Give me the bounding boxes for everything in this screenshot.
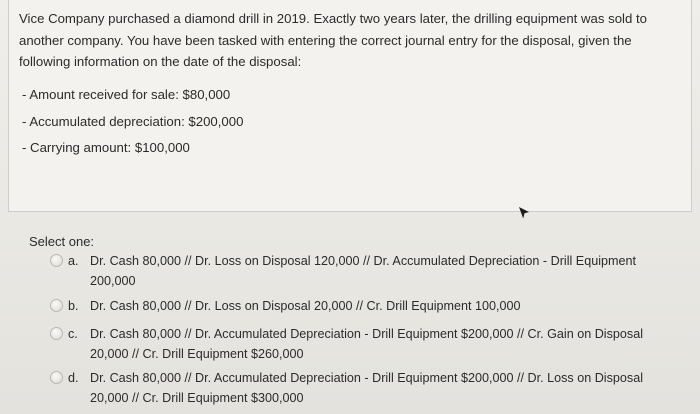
fact-accumulated-depreciation: - Accumulated depreciation: $200,000 <box>22 113 244 129</box>
select-one-label: Select one: <box>29 234 95 249</box>
fact-carrying-amount: - Carrying amount: $100,000 <box>22 140 190 155</box>
question-card <box>8 0 692 212</box>
mouse-pointer-icon <box>518 206 530 220</box>
option-text-a: Dr. Cash 80,000 // Dr. Loss on Disposal 120,000 // Dr. Accumulated Depreciation - Drill Equipment 200,000 <box>90 254 637 288</box>
question-facts <box>22 82 243 162</box>
radio-button-a[interactable] <box>50 254 63 267</box>
option-text-d: Dr. Cash 80,000 // Dr. Accumulated Depreciation - Drill Equipment $200,000 // Dr. Loss on Disposal 20,000 // Cr. Drill Equipment $300,000 <box>90 371 644 405</box>
question-text: Vice Company purchased a diamond drill in 2019. Exactly two years later, the drilling equipment was sold to another company. You have been tasked with entering the correct journal entry for the disposal, given the following information on the date of the disposal: <box>19 11 647 69</box>
fact-amount-received: - Amount received for sale: $80,000 <box>22 87 231 102</box>
option-letter-a: a. <box>68 254 79 268</box>
option-letter-b: b. <box>68 299 79 313</box>
option-letter-c: c. <box>68 327 78 341</box>
radio-button-b[interactable] <box>50 299 63 312</box>
option-letter-d: d. <box>68 371 79 385</box>
option-text-b: Dr. Cash 80,000 // Dr. Loss on Disposal 20,000 // Cr. Drill Equipment 100,000 <box>90 299 521 313</box>
radio-button-d[interactable] <box>50 371 63 384</box>
radio-button-c[interactable] <box>50 327 63 340</box>
option-text-c: Dr. Cash 80,000 // Dr. Accumulated Depreciation - Drill Equipment $200,000 // Cr. Gain on Disposal 20,000 // Cr. Drill Equipment $260,000 <box>90 327 644 361</box>
